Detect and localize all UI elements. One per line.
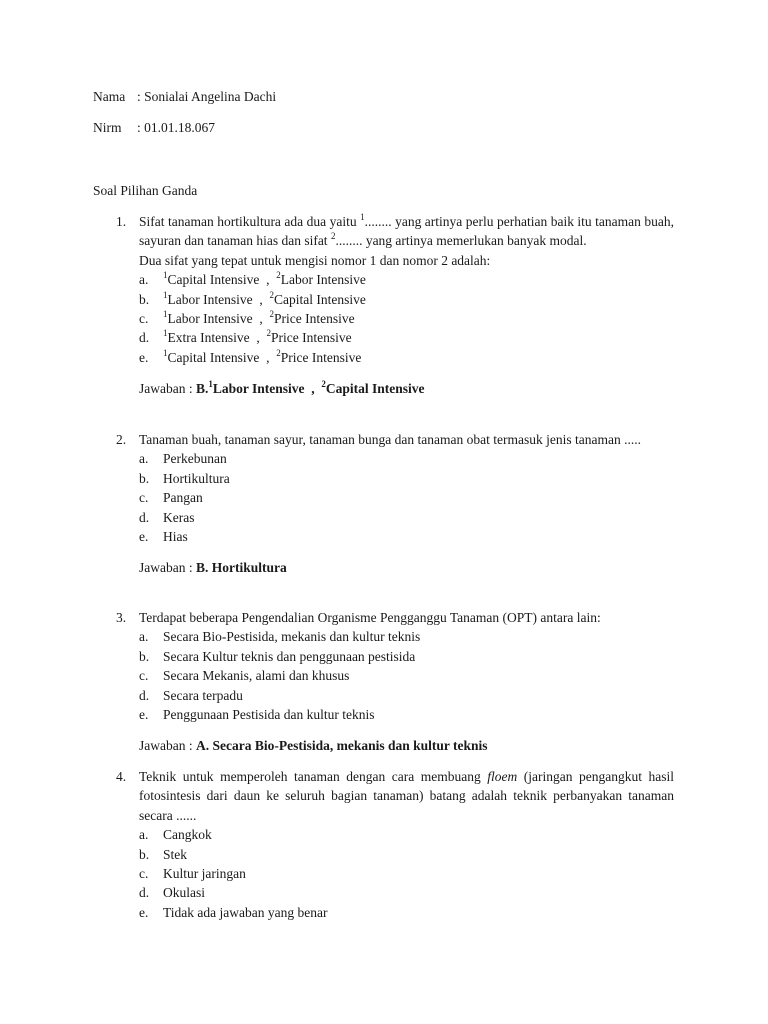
nirm-label: Nirm xyxy=(93,120,122,135)
question-number: 4. xyxy=(116,769,127,784)
answer-line: Jawaban : B.$^1$Labor Intensive , $^2$Capital Intensive xyxy=(139,379,425,397)
option-e: e. $^1$Capital Intensive , $^2$Price Intensive xyxy=(139,347,362,365)
question-number: 3. xyxy=(116,610,127,625)
question-stem: Teknik untuk memperoleh tanaman dengan cara membuang floem (jaringan pengangkut hasil fotosintesis dari daun ke seluruh bagian tanaman) batang adalah teknik perbanyakan tanaman secara ...... xyxy=(139,769,674,823)
option-b: b. Stek xyxy=(139,846,188,862)
option-c: c. Secara Mekanis, alami dan khusus xyxy=(139,668,350,684)
option-d: d. $^1$Extra Intensive , $^2$Price Intensive xyxy=(139,328,352,346)
question-number: 1. xyxy=(116,214,127,229)
question-stem: Terdapat beberapa Pengendalian Organisme Pengganggu Tanaman (OPT) antara lain: xyxy=(139,610,601,625)
option-c: c. $^1$Labor Intensive , $^2$Price Intensive xyxy=(139,309,355,327)
option-a: a. Secara Bio-Pestisida, mekanis dan kultur teknis xyxy=(139,629,421,645)
option-e: e. Penggunaan Pestisida dan kultur teknis xyxy=(139,707,375,723)
question-1 xyxy=(116,212,674,399)
options-list xyxy=(139,627,674,724)
answer-line: Jawaban : A. Secara Bio-Pestisida, mekanis dan kultur teknis xyxy=(139,738,488,754)
question-stem: Sifat tanaman hortikultura ada dua yaitu $^1$........ yang artinya perlu perhatian baik itu tanaman buah, sayuran dan tanaman hias dan sifat $^2$........ yang artinya memerlukan banyak modal. xyxy=(139,212,674,249)
option-b: b. Secara Kultur teknis dan penggunaan pestisida xyxy=(139,648,416,664)
name-value: : Sonialai Angelina Dachi xyxy=(137,89,277,104)
question-3 xyxy=(116,608,674,756)
question-stem: Tanaman buah, tanaman sayur, tanaman bunga dan tanaman obat termasuk jenis tanaman ..... xyxy=(139,432,641,447)
options-list xyxy=(139,449,674,546)
option-a: a. $^1$Capital Intensive , $^2$Labor Intensive xyxy=(139,270,366,288)
section-title: Soal Pilihan Ganda xyxy=(93,183,198,198)
name-label: Nama xyxy=(93,89,126,104)
options-list xyxy=(139,270,674,367)
question-4 xyxy=(116,767,674,922)
nirm-value: : 01.01.18.067 xyxy=(137,120,216,135)
option-b: b. Hortikultura xyxy=(139,470,230,486)
option-d: d. Keras xyxy=(139,509,195,525)
options-list xyxy=(139,825,674,922)
option-b: b. $^1$Labor Intensive , $^2$Capital Intensive xyxy=(139,289,366,307)
option-a: a. Cangkok xyxy=(139,827,212,843)
option-e: e. Tidak ada jawaban yang benar xyxy=(139,904,328,920)
option-e: e. Hias xyxy=(139,529,188,545)
option-c: c. Pangan xyxy=(139,490,203,506)
answer-line: Jawaban : B. Hortikultura xyxy=(139,560,287,576)
option-d: d. Okulasi xyxy=(139,885,205,901)
option-c: c. Kultur jaringan xyxy=(139,866,246,882)
option-d: d. Secara terpadu xyxy=(139,687,243,703)
question-number: 2. xyxy=(116,432,127,447)
question-2 xyxy=(116,430,674,578)
question-instruction: Dua sifat yang tepat untuk mengisi nomor 1 dan nomor 2 adalah: xyxy=(139,252,491,268)
option-a: a. Perkebunan xyxy=(139,451,227,467)
